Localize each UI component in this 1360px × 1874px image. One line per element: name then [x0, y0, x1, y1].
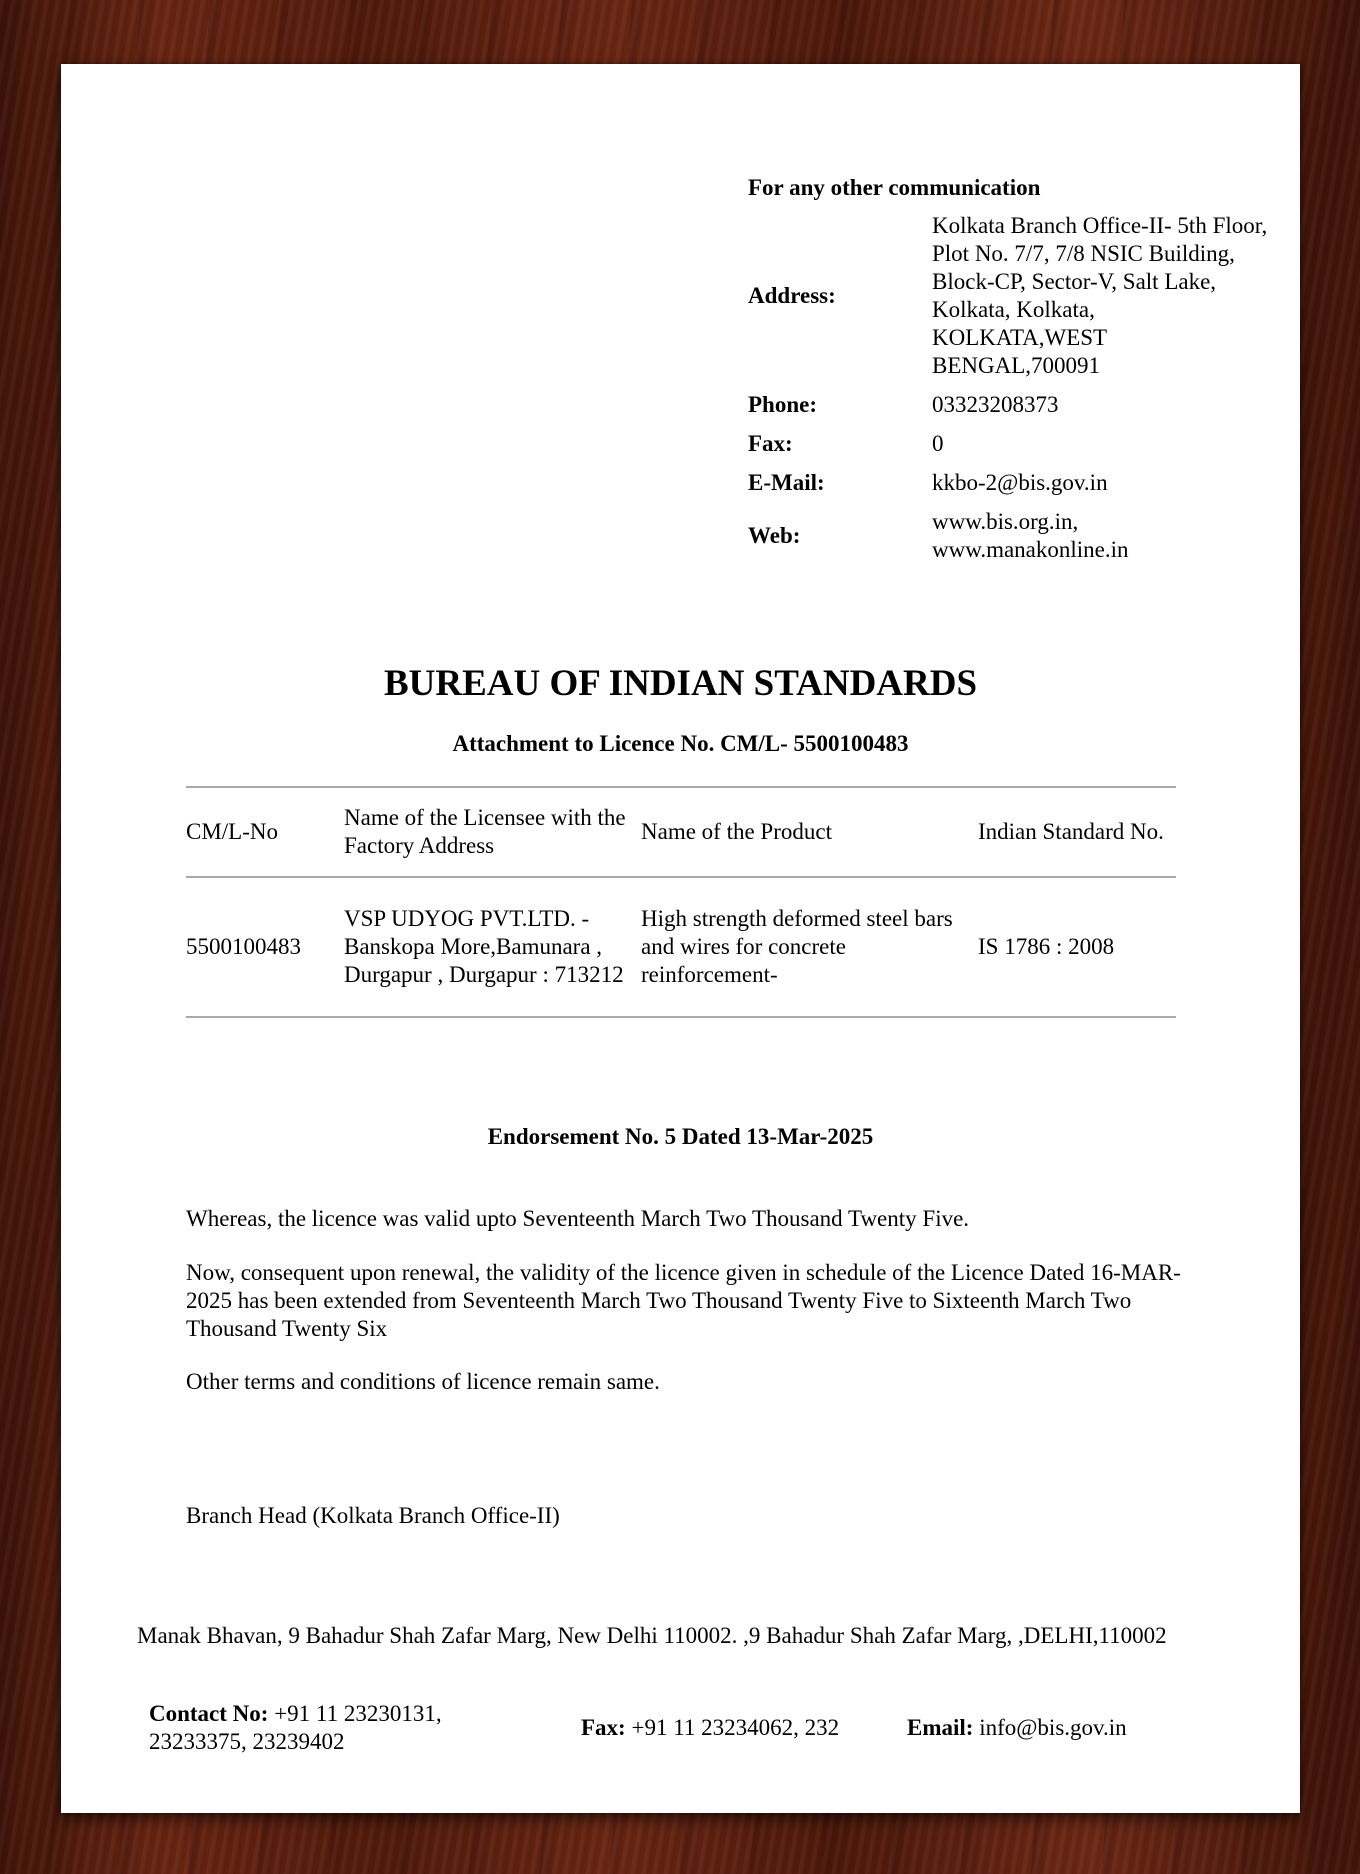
address-label: Address:: [748, 283, 836, 308]
document-subtitle: Attachment to Licence No. CM/L- 5500100483: [452, 731, 909, 756]
phone-row: [748, 391, 1268, 419]
email-row: [748, 469, 1268, 497]
footer-fax-value: +91 11 23234062, 232: [631, 1715, 840, 1740]
email-label: E-Mail:: [748, 470, 825, 495]
web-value: www.bis.org.in, www.manakonline.in: [932, 509, 1129, 562]
phone-label: Phone:: [748, 392, 817, 417]
footer-fax-label: Fax:: [581, 1715, 626, 1740]
cell-licensee: VSP UDYOG PVT.LTD. - Banskopa More,Bamunara , Durgapur , Durgapur : 713212: [344, 906, 624, 987]
document-title: BUREAU OF INDIAN STANDARDS: [383, 663, 978, 704]
table-row: [186, 877, 1176, 1017]
header-standard: Indian Standard No.: [978, 819, 1164, 844]
header-licensee: Name of the Licensee with the Factory Address: [344, 805, 626, 858]
footer-email: [907, 1714, 1127, 1742]
web-row: [748, 508, 1268, 564]
footer-contact-number: [149, 1700, 489, 1756]
footer-contact-label: Contact No:: [149, 1701, 269, 1726]
email-value: kkbo-2@bis.gov.in: [932, 470, 1108, 495]
footer-address: Manak Bhavan, 9 Bahadur Shah Zafar Marg, New Delhi 110002. ,9 Bahadur Shah Zafar Marg, ,DELHI,110002: [137, 1623, 1167, 1648]
header-product: Name of the Product: [641, 819, 832, 844]
web-label: Web:: [748, 523, 801, 548]
header-cml-no: CM/L-No: [186, 819, 278, 844]
table-header-row: [186, 787, 1176, 877]
paragraph-validity: Whereas, the licence was valid upto Seventeenth March Two Thousand Twenty Five.: [186, 1206, 970, 1231]
phone-value: 03323208373: [932, 392, 1059, 417]
footer-fax: [581, 1714, 839, 1742]
contact-block: [748, 174, 1268, 575]
footer-contact-value: +91 11 23230131, 23233375, 23239402: [149, 1701, 442, 1754]
footer-email-label: Email:: [907, 1715, 974, 1740]
paragraph-renewal: Now, consequent upon renewal, the validity of the licence given in schedule of the Licence Dated 16-MAR-2025 has been extended from Seventeenth March Two Thousand Twenty Five to Sixteenth March Two Thousand Twenty Six: [186, 1260, 1181, 1341]
address-row: [748, 212, 1268, 380]
cell-cml-no: 5500100483: [186, 934, 301, 959]
address-value: Kolkata Branch Office-II- 5th Floor, Plot No. 7/7, 7/8 NSIC Building, Block-CP, Sector-V, Salt Lake, Kolkata, Kolkata, KOLKATA,WEST BENGAL,700091: [932, 213, 1268, 378]
fax-value: 0: [932, 431, 944, 456]
endorsement-heading: Endorsement No. 5 Dated 13-Mar-2025: [487, 1124, 874, 1149]
footer-email-value: info@bis.gov.in: [979, 1715, 1127, 1740]
fax-label: Fax:: [748, 431, 793, 456]
communication-heading: For any other communication: [748, 175, 1041, 200]
cell-product: High strength deformed steel bars and wires for concrete reinforcement-: [641, 906, 953, 987]
document-page: [61, 64, 1300, 1813]
paragraph-terms: Other terms and conditions of licence remain same.: [186, 1369, 660, 1394]
signatory: Branch Head (Kolkata Branch Office-II): [186, 1503, 560, 1528]
fax-row: [748, 430, 1268, 458]
licence-table: [186, 786, 1176, 1018]
cell-standard: IS 1786 : 2008: [978, 934, 1115, 959]
